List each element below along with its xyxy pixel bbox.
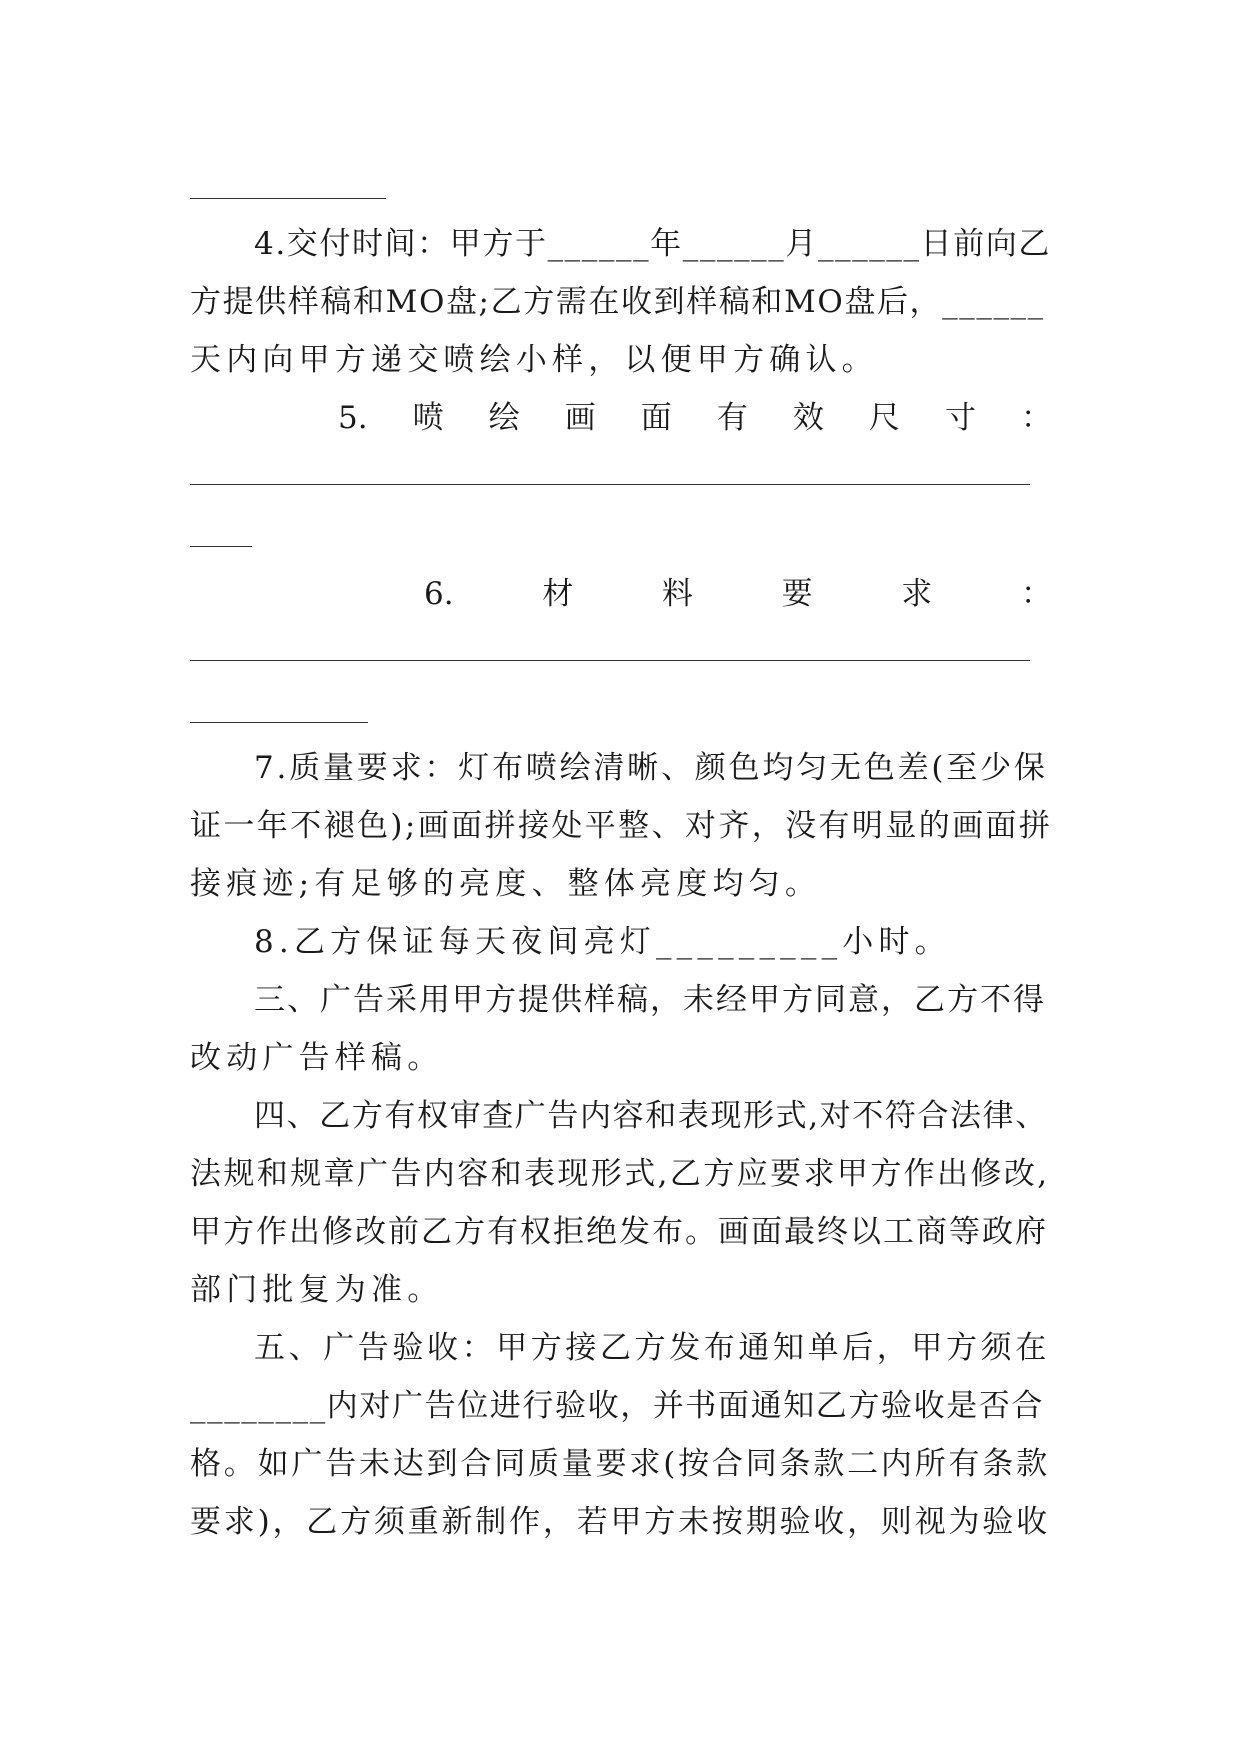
clause-4-line-3: 天内向甲方递交喷绘小样，以便甲方确认。 bbox=[190, 342, 878, 378]
clause-4-line-1: 4.交付时间：甲方于______年______月______日前向乙 bbox=[254, 226, 1051, 262]
clause-6-char: 要 bbox=[781, 576, 813, 612]
section-4-line-4: 部门批复为准。 bbox=[190, 1272, 444, 1308]
clause-5-blank-line-2 bbox=[190, 546, 252, 547]
clause-6-char: 料 bbox=[661, 576, 693, 612]
clause-7-line-1: 7.质量要求：灯布喷绘清晰、颜色均匀无色差(至少保 bbox=[254, 750, 1048, 786]
section-4-line-3: 甲方作出修改前乙方有权拒绝发布。画面最终以工商等政府 bbox=[190, 1214, 1048, 1250]
section-3-line-2: 改动广告样稿。 bbox=[190, 1040, 444, 1076]
clause-6-char: 6. bbox=[424, 576, 454, 612]
section-5-line-4: 要求)，乙方须重新制作，若甲方未按期验收，则视为验收 bbox=[190, 1504, 1050, 1540]
clause-5-char: 5. bbox=[338, 400, 368, 436]
clause-6-char: 求 bbox=[901, 576, 933, 612]
clause-5-char: 寸 bbox=[944, 400, 976, 436]
section-5-line-3: 格。如广告未达到合同质量要求(按合同条款二内所有条款 bbox=[190, 1446, 1050, 1482]
clause-8-line-1: 8.乙方保证每天夜间亮灯_________小时。 bbox=[254, 924, 951, 960]
clause-5-blank-line-1 bbox=[190, 484, 1030, 485]
section-5-line-2: ________内对广告位进行验收，并书面通知乙方验收是否合 bbox=[190, 1388, 1044, 1424]
section-4-line-2: 法规和规章广告内容和表现形式,乙方应要求甲方作出修改, bbox=[190, 1156, 1050, 1192]
clause-7-line-3: 接痕迹;有足够的亮度、整体亮度均匀。 bbox=[190, 866, 822, 902]
clause-6-char: ： bbox=[1020, 576, 1052, 612]
clause-5-char: 效 bbox=[792, 400, 824, 436]
clause-7-line-2: 证一年不褪色);画面拼接处平整、对齐，没有明显的画面拼 bbox=[190, 808, 1053, 844]
clause-4-line-2: 方提供样稿和MO盘;乙方需在收到样稿和MO盘后，______ bbox=[190, 284, 1045, 320]
clause-6-blank-line-1 bbox=[190, 660, 1030, 661]
clause-5-heading bbox=[338, 398, 1052, 438]
clause-5-char: 面 bbox=[640, 400, 672, 436]
section-4-line-1: 四、乙方有权审查广告内容和表现形式,对不符合法律、 bbox=[254, 1098, 1048, 1134]
clause-5-char: 喷 bbox=[412, 400, 444, 436]
clause-5-char: 画 bbox=[564, 400, 596, 436]
clause-5-char: 尺 bbox=[868, 400, 900, 436]
section-5-line-1: 五、广告验收：甲方接乙方发布通知单后，甲方须在 bbox=[254, 1330, 1050, 1366]
clause-5-char: ： bbox=[1021, 400, 1052, 436]
clause-6-blank-line-2 bbox=[190, 722, 368, 723]
clause-5-char: 有 bbox=[716, 400, 748, 436]
section-3-line-1: 三、广告采用甲方提供样稿，未经甲方同意，乙方不得 bbox=[254, 982, 1046, 1018]
clause-6-heading bbox=[424, 574, 1052, 614]
blank-underline-top bbox=[190, 198, 386, 199]
clause-6-char: 材 bbox=[542, 576, 574, 612]
clause-5-char: 绘 bbox=[488, 400, 520, 436]
